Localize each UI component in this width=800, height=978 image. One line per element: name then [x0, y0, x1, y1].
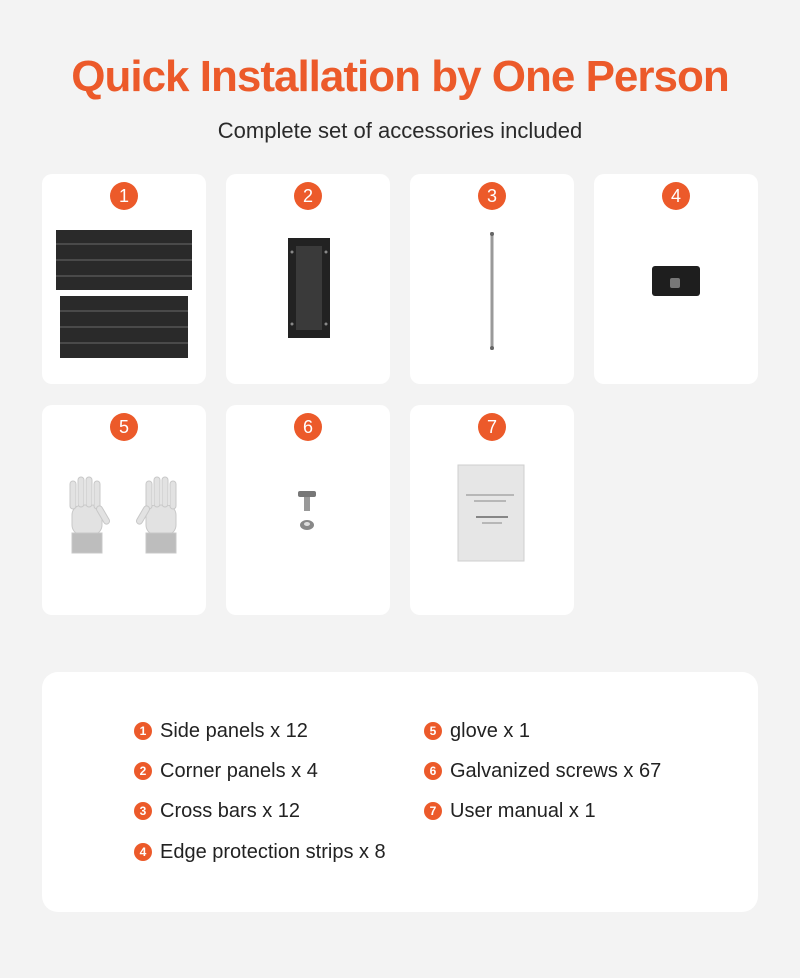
corner-panel-icon — [226, 174, 390, 384]
item-number-badge: 2 — [134, 762, 152, 780]
item-label: Edge protection strips x 8 — [160, 840, 386, 863]
item-label: Corner panels x 4 — [160, 759, 318, 782]
card-number-badge: 1 — [110, 182, 138, 210]
screw-icon — [226, 405, 390, 615]
card-number-badge: 6 — [294, 413, 322, 441]
list-item — [424, 718, 530, 744]
item-label: Side panels x 12 — [160, 719, 308, 742]
accessory-card-3 — [410, 174, 574, 384]
list-item — [424, 798, 596, 824]
list-item — [134, 718, 308, 744]
card-number-badge: 2 — [294, 182, 322, 210]
list-item — [134, 839, 386, 865]
item-number-badge: 6 — [424, 762, 442, 780]
accessory-card-7 — [410, 405, 574, 615]
list-item — [134, 798, 300, 824]
list-item — [134, 758, 318, 784]
card-number-badge: 3 — [478, 182, 506, 210]
edge-strip-icon — [594, 174, 758, 384]
accessory-card-5 — [42, 405, 206, 615]
item-label: User manual x 1 — [450, 799, 596, 822]
item-number-badge: 3 — [134, 802, 152, 820]
accessory-card-4 — [594, 174, 758, 384]
manual-icon — [410, 405, 574, 615]
page-title: Quick Installation by One Person — [71, 52, 729, 101]
item-number-badge: 4 — [134, 843, 152, 861]
accessory-card-2 — [226, 174, 390, 384]
page-subtitle: Complete set of accessories included — [217, 118, 583, 143]
item-label: Cross bars x 12 — [160, 799, 301, 822]
side-panels-icon — [42, 174, 206, 384]
item-number-badge: 7 — [424, 802, 442, 820]
list-item — [424, 758, 661, 784]
card-number-badge: 5 — [110, 413, 138, 441]
accessory-card-6 — [226, 405, 390, 615]
card-number-badge: 4 — [662, 182, 690, 210]
cross-bar-icon — [410, 174, 574, 384]
accessory-card-1 — [42, 174, 206, 384]
item-label: Galvanized screws x 67 — [450, 759, 662, 782]
item-label: glove x 1 — [450, 719, 531, 742]
accessory-list — [42, 672, 758, 912]
card-number-badge: 7 — [478, 413, 506, 441]
item-number-badge: 5 — [424, 722, 442, 740]
item-number-badge: 1 — [134, 722, 152, 740]
gloves-icon — [42, 405, 206, 615]
